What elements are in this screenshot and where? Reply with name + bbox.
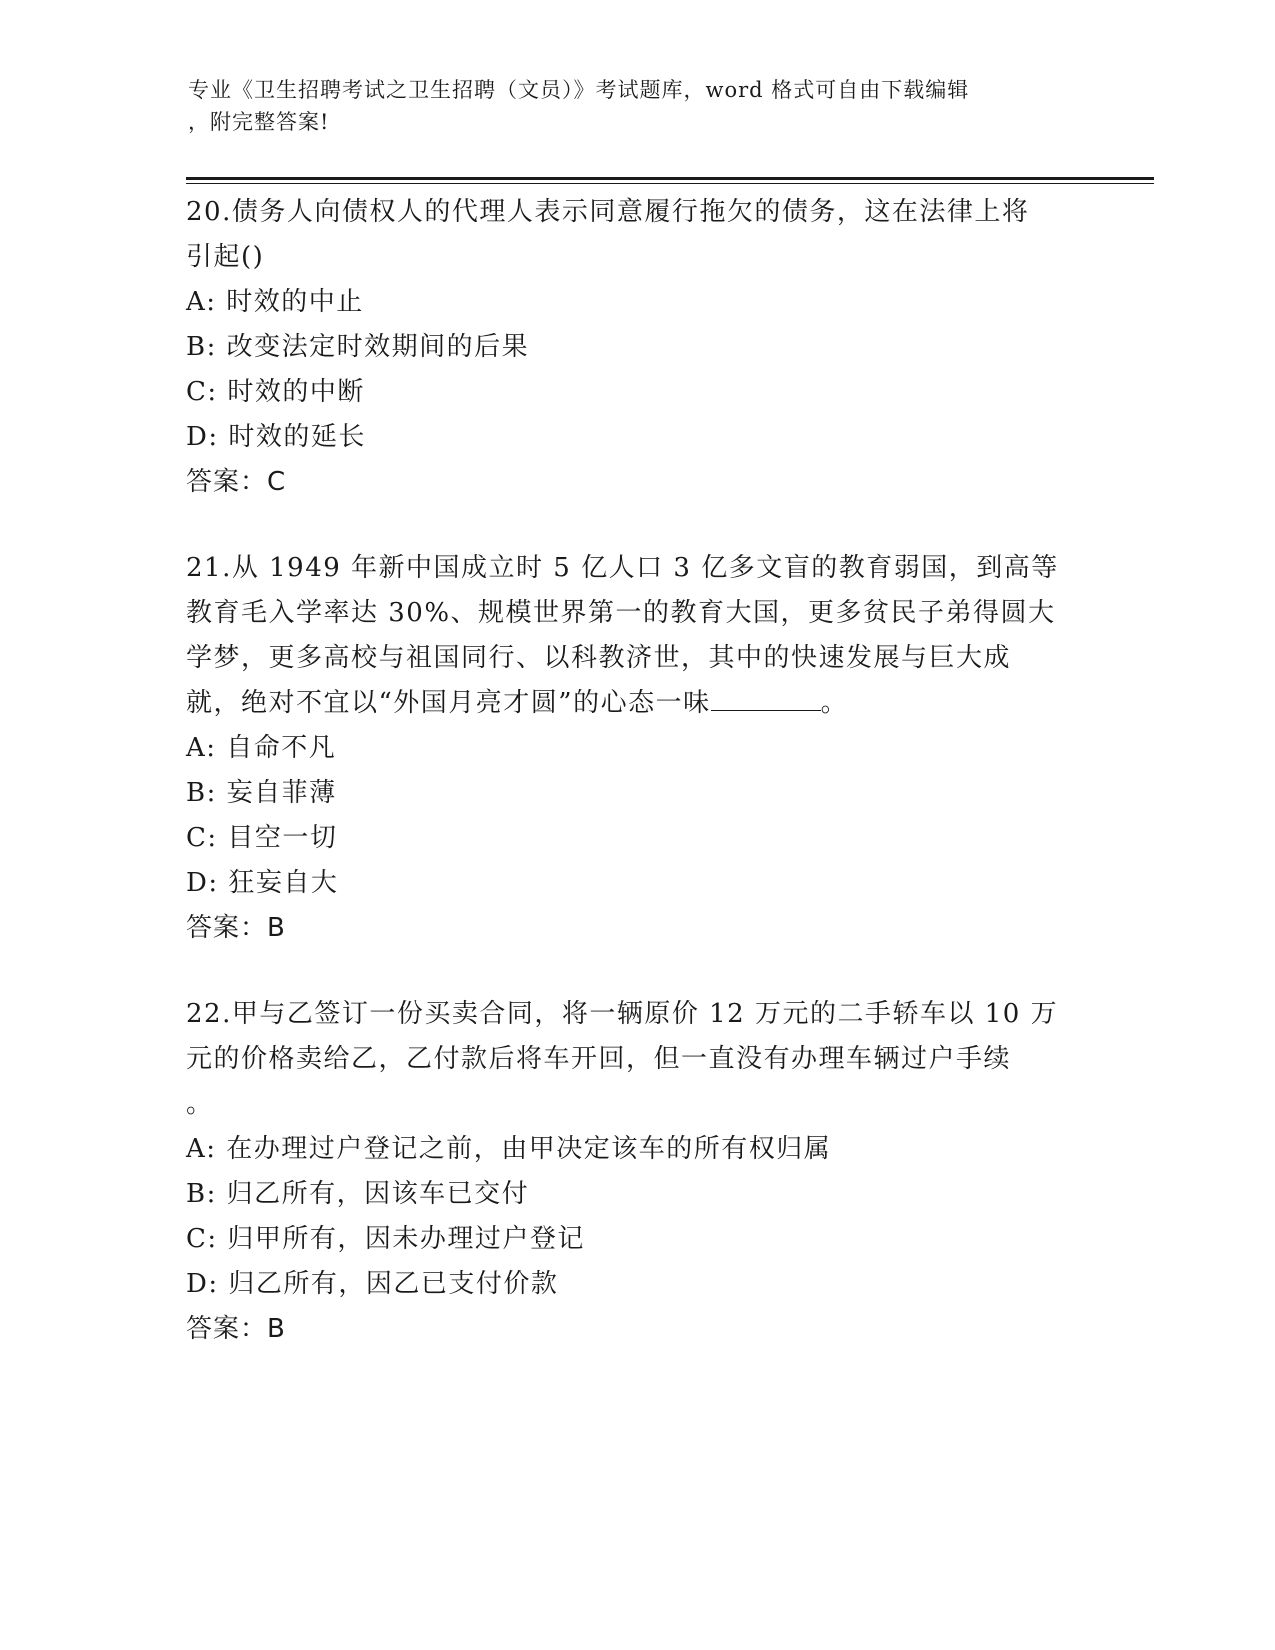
- answer-line: 答案：B: [186, 913, 286, 943]
- question-text-line-with-blank: [186, 681, 1086, 726]
- header-divider-thick: [186, 177, 1154, 180]
- answer-line: 答案：B: [186, 1314, 286, 1344]
- question-spacer: [186, 505, 1086, 546]
- question-text-line: 学梦，更多高校与祖国同行、以科教济世，其中的快速发展与巨大成: [186, 643, 1012, 673]
- question-text-line: 20.债务人向债权人的代理人表示同意履行拖欠的债务，这在法律上将: [186, 197, 1030, 227]
- option-b: B: 妄自菲薄: [186, 778, 337, 808]
- question-text-line: 22.甲与乙签订一份买卖合同，将一辆原价 12 万元的二手轿车以 10 万: [186, 999, 1059, 1029]
- question-list: [186, 190, 1086, 1352]
- question-text-line: 元的价格卖给乙，乙付款后将车开回，但一直没有办理车辆过户手续: [186, 1044, 1012, 1074]
- option-b: B: 归乙所有，因该车已交付: [186, 1179, 530, 1209]
- header-line-1: 专业《卫生招聘考试之卫生招聘（文员）》考试题库，word 格式可自由下载编辑: [188, 78, 970, 102]
- header-line-2: ，附完整答案!: [188, 110, 330, 134]
- question-spacer: [186, 951, 1086, 992]
- question-20: [186, 190, 1086, 505]
- question-text-line: 引起(): [186, 242, 265, 272]
- option-c: C: 归甲所有，因未办理过户登记: [186, 1224, 585, 1254]
- question-22: [186, 992, 1086, 1352]
- option-a: A: 在办理过户登记之前，由甲决定该车的所有权归属: [186, 1134, 832, 1164]
- option-c: C: 时效的中断: [186, 377, 365, 407]
- fill-in-blank: [711, 682, 821, 711]
- question-21: [186, 546, 1086, 951]
- header-divider-thin: [186, 183, 1154, 184]
- answer-line: 答案：C: [186, 467, 287, 497]
- question-text-suffix: 。: [820, 688, 849, 718]
- option-d: D: 狂妄自大: [186, 868, 339, 898]
- question-text-line: 21.从 1949 年新中国成立时 5 亿人口 3 亿多文盲的教育弱国，到高等: [186, 553, 1059, 583]
- option-c: C: 目空一切: [186, 823, 338, 853]
- option-a: A: 时效的中止: [186, 287, 364, 317]
- option-a: A: 自命不凡: [186, 733, 337, 763]
- question-text-line: 教育毛入学率达 30%、规模世界第一的教育大国，更多贫民子弟得圆大: [186, 598, 1056, 628]
- question-text-fragment: 就，绝对不宜以“外国月亮才圆”的心态一味: [186, 688, 711, 718]
- option-d: D: 归乙所有，因乙已支付价款: [186, 1269, 559, 1299]
- question-text-line: 。: [186, 1089, 214, 1119]
- option-d: D: 时效的延长: [186, 422, 366, 452]
- option-b: B: 改变法定时效期间的后果: [186, 332, 530, 362]
- document-header: [188, 74, 1068, 138]
